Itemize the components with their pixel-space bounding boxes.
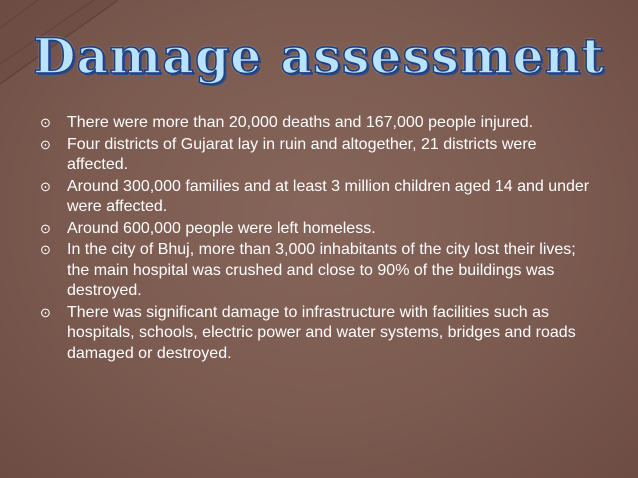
circled-dot-icon: ⊙: [40, 304, 51, 320]
circled-dot-icon: ⊙: [40, 242, 51, 257]
slide-title: Damage assessment: [33, 27, 605, 85]
circled-dot-icon: ⊙: [40, 115, 51, 130]
bullet-text: Four districts of Gujarat lay in ruin and altogether, 21 districts were affected.: [67, 135, 537, 173]
bullet-item: [40, 177, 600, 218]
bullet-item: [40, 240, 600, 302]
circled-dot-icon: ⊙: [40, 220, 51, 236]
bullet-text: Around 600,000 people were left homeless.: [67, 219, 376, 237]
bullet-text: In the city of Bhuj, more than 3,000 inhabitants of the city lost their lives; the main hospital was crushed and close to 90% of the buildings was destroyed.: [67, 241, 576, 299]
bullet-item: [40, 303, 600, 365]
bullet-text: There was significant damage to infrastructure with facilities such as hospitals, schools, electric power and water systems, bridges and roads damaged or destroyed.: [67, 303, 576, 362]
circled-dot-icon: ⊙: [40, 136, 51, 152]
bullet-item: [40, 135, 600, 176]
bullet-item: [40, 113, 600, 134]
bullet-list: [40, 113, 600, 365]
circled-dot-icon: ⊙: [40, 178, 51, 194]
bullet-item: [40, 219, 600, 240]
bullet-text: There were more than 20,000 deaths and 167,000 people injured.: [67, 114, 534, 131]
bullet-text: Around 300,000 families and at least 3 million children aged 14 and under were affected.: [67, 177, 590, 215]
